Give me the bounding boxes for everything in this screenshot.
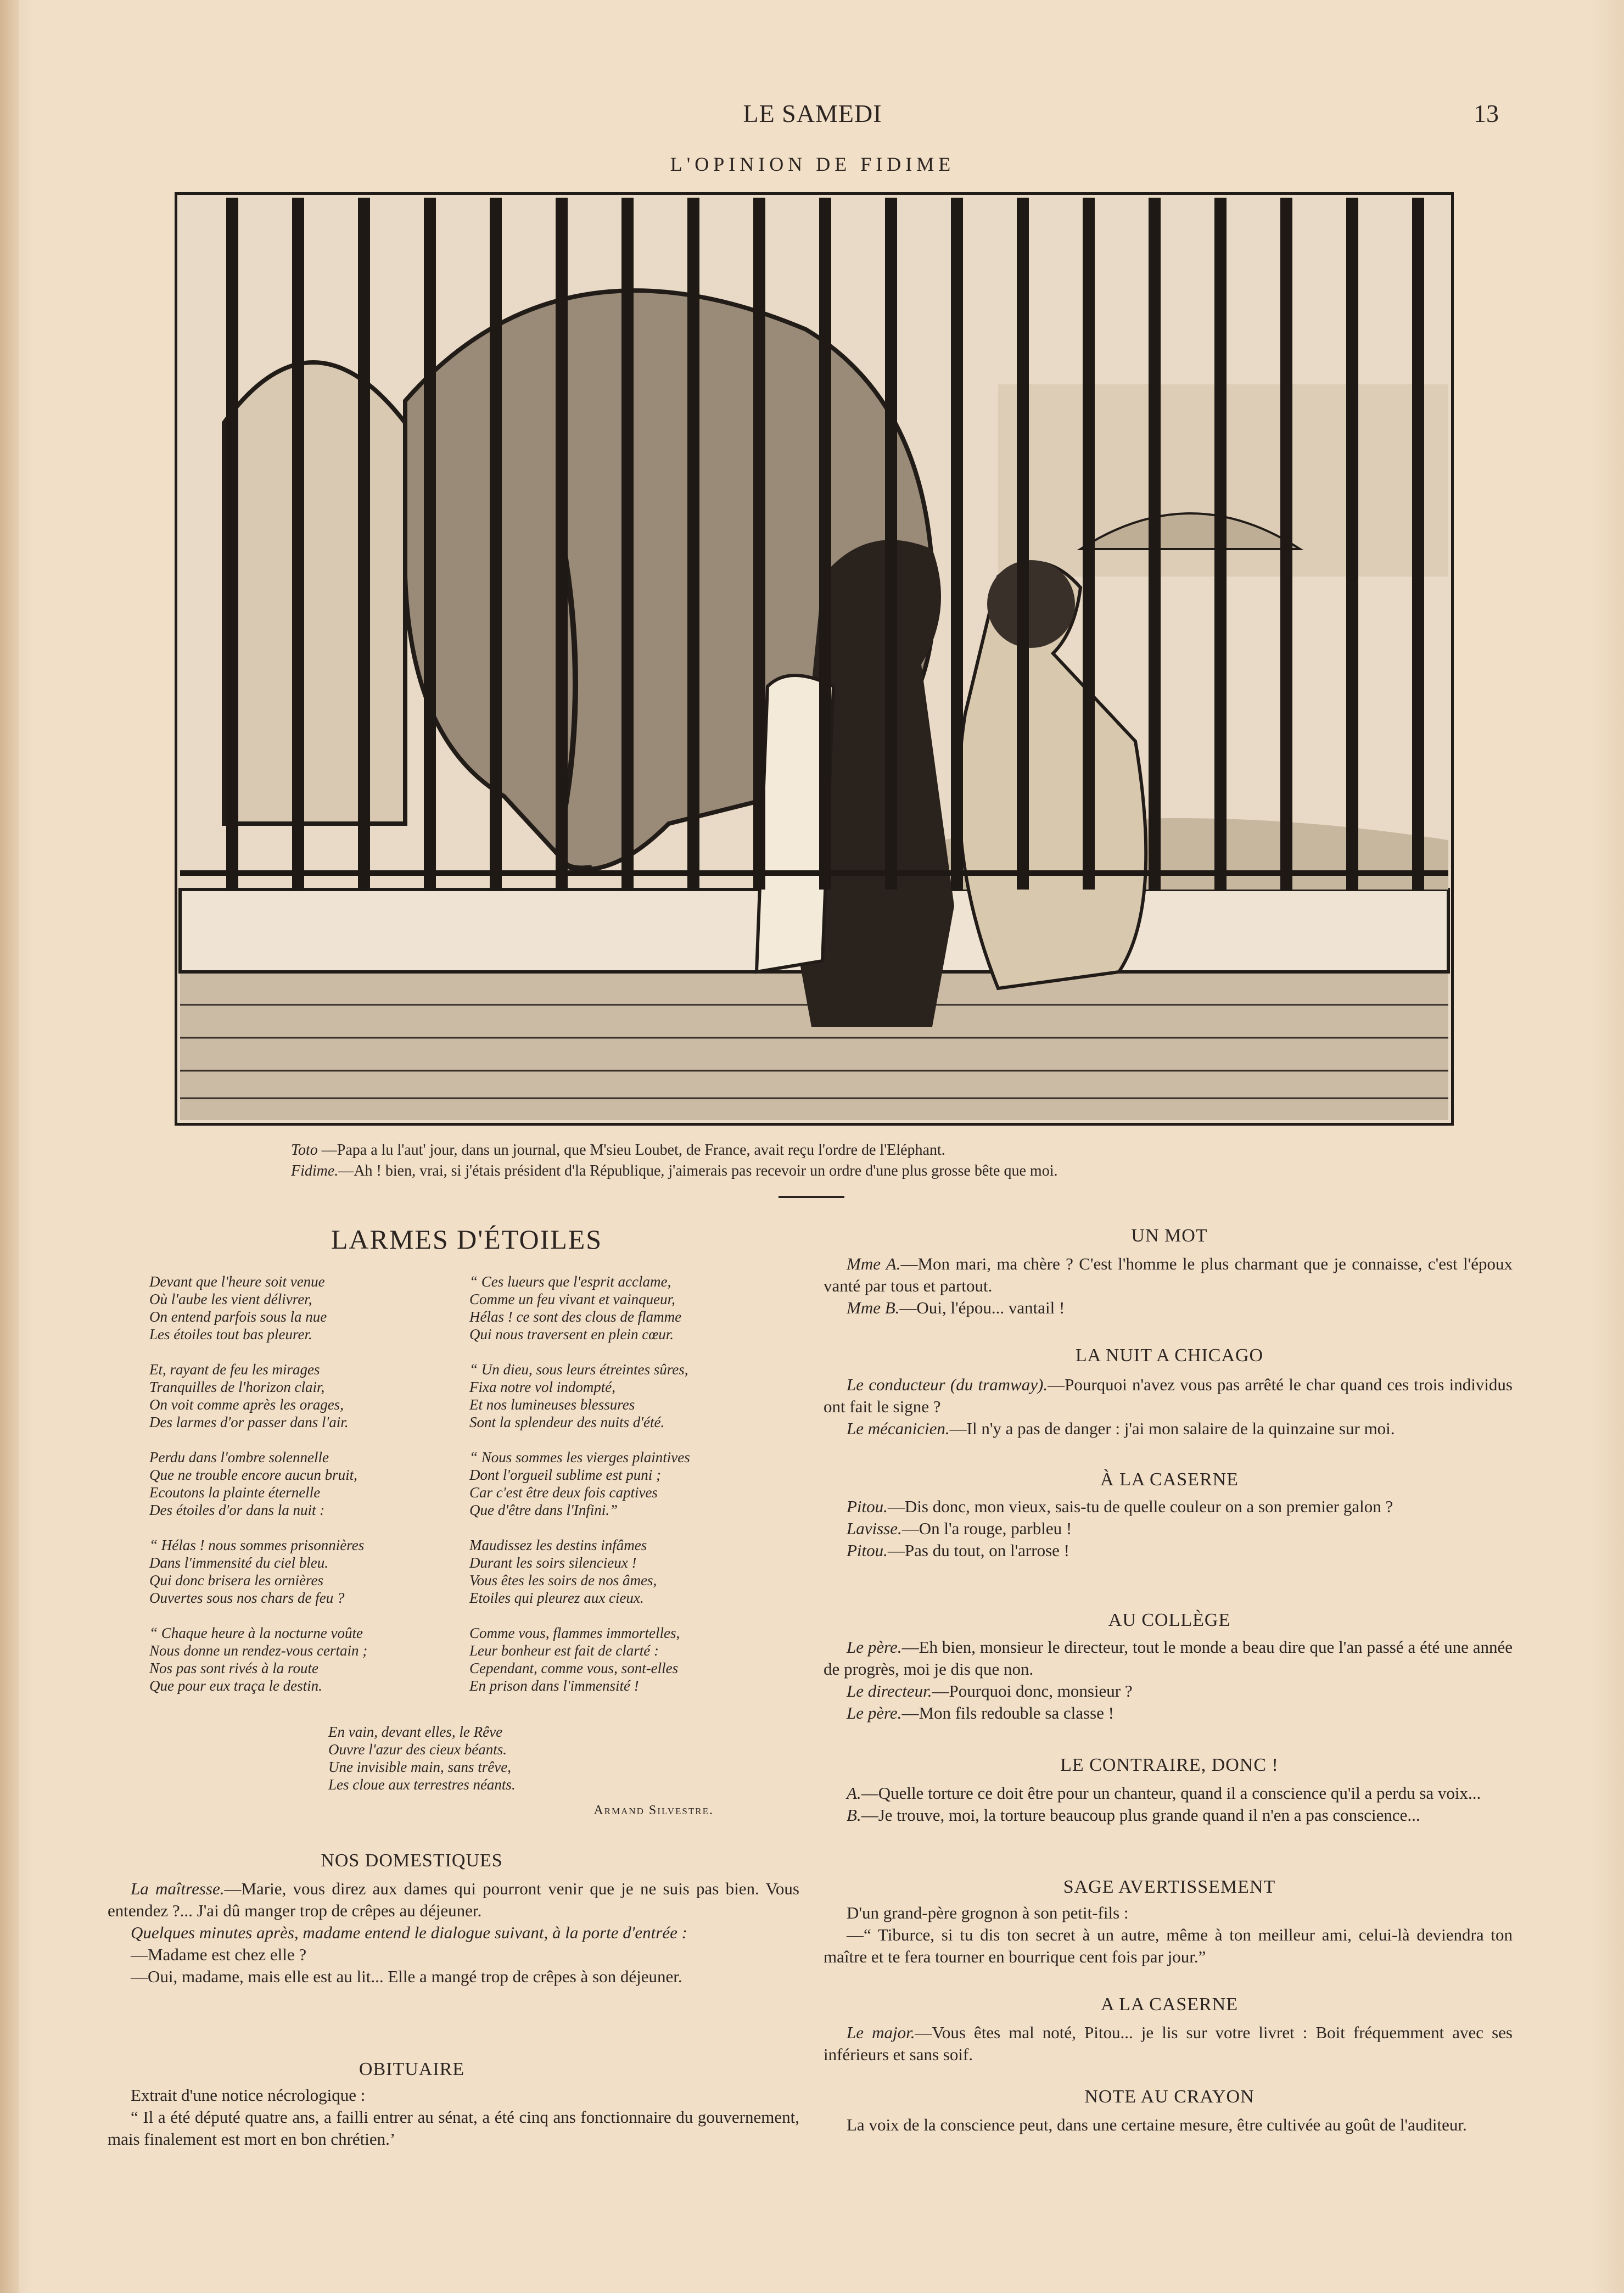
poem-line: “ Chaque heure à la nocturne voûte bbox=[149, 1625, 363, 1641]
caption-line-1 bbox=[291, 1140, 1411, 1161]
paragraph-text: —On l'a rouge, parbleu ! bbox=[901, 1519, 1072, 1538]
section-title-caserne-2: A LA CASERNE bbox=[1100, 1994, 1239, 2015]
section-crayon bbox=[824, 2114, 1513, 2136]
speaker-name: Le major. bbox=[847, 2023, 915, 2042]
poem-stanza bbox=[469, 1536, 777, 1607]
paragraph: —Oui, madame, mais elle est au lit... Elle a mangé trop de crêpes à son déjeuner. bbox=[131, 1967, 682, 1986]
poem-stanza bbox=[469, 1361, 777, 1431]
poem-line: Des étoiles d'or dans la nuit : bbox=[149, 1502, 325, 1518]
poem-line: En prison dans l'immensité ! bbox=[469, 1677, 639, 1694]
section-chicago bbox=[824, 1374, 1513, 1440]
section-title-chicago: LA NUIT A CHICAGO bbox=[1075, 1345, 1264, 1366]
section-title-mot: UN MOT bbox=[1131, 1226, 1208, 1246]
paragraph: —Madame est chez elle ? bbox=[131, 1945, 307, 1964]
paragraph bbox=[824, 1636, 1513, 1680]
section-contraire bbox=[824, 1782, 1513, 1826]
paragraph-text: —Pas du tout, on l'arrose ! bbox=[887, 1541, 1069, 1560]
poem-stanza bbox=[469, 1624, 777, 1694]
cartoon-illustration bbox=[175, 192, 1454, 1126]
poem-line: Sont la splendeur des nuits d'été. bbox=[469, 1414, 665, 1430]
poem-author: Armand Silvestre. bbox=[593, 1803, 714, 1817]
masthead: LE SAMEDI bbox=[743, 99, 882, 127]
poem-stanza bbox=[469, 1273, 777, 1343]
poem-line: Leur bonheur est fait de clarté : bbox=[469, 1642, 659, 1659]
poem-line: Ouvre l'azur des cieux béants. bbox=[328, 1741, 507, 1758]
paragraph bbox=[824, 1680, 1513, 1702]
paragraph bbox=[824, 1496, 1513, 1518]
poem-line: Durant les soirs silencieux ! bbox=[469, 1554, 637, 1571]
poem-line: Que d'être dans l'Infini.” bbox=[469, 1502, 618, 1518]
poem-line: Dont l'orgueil sublime est puni ; bbox=[469, 1467, 661, 1483]
poem-line: Nos pas sont rivés à la route bbox=[149, 1660, 319, 1676]
paragraph-text: —Quelle torture ce doit être pour un chanteur, quand il a conscience qu'il a perdu sa voix... bbox=[861, 1783, 1481, 1803]
poem-line: Tranquilles de l'horizon clair, bbox=[149, 1379, 325, 1395]
poem-line: Que ne trouble encore aucun bruit, bbox=[149, 1467, 357, 1483]
section-caserne-1 bbox=[824, 1496, 1513, 1562]
speaker-name: Lavisse. bbox=[847, 1519, 902, 1538]
poem-title: LARMES D'ÉTOILES bbox=[331, 1224, 603, 1255]
poem-line: Comme un feu vivant et vainqueur, bbox=[469, 1291, 675, 1307]
paragraph: Extrait d'une notice nécrologique : bbox=[131, 2085, 366, 2105]
poem-stanza bbox=[149, 1448, 457, 1519]
poem-line: Une invisible main, sans trêve, bbox=[328, 1759, 511, 1775]
poem-stanza bbox=[149, 1536, 457, 1607]
paragraph-text: —Je trouve, moi, la torture beaucoup plus grande quand il n'en a pas conscience... bbox=[861, 1805, 1420, 1825]
poem-line: On entend parfois sous la nue bbox=[149, 1308, 327, 1325]
poem-line: “ Ces lueurs que l'esprit acclame, bbox=[469, 1273, 671, 1290]
section-title-college: AU COLLÈGE bbox=[1108, 1610, 1231, 1630]
section-title-domestiques: NOS DOMESTIQUES bbox=[321, 1850, 503, 1871]
paragraph bbox=[824, 1518, 1513, 1540]
cartoon-title: L'OPINION DE FIDIME bbox=[670, 153, 955, 175]
poem-stanza bbox=[149, 1361, 457, 1431]
poem-line: “ Hélas ! nous sommes prisonnières bbox=[149, 1537, 365, 1553]
page-edge bbox=[0, 0, 19, 2293]
paragraph bbox=[108, 1878, 799, 1922]
paragraph: —“ Tiburce, si tu dis ton secret à un autre, même à ton meilleur ami, celui-là deviendra ton maître et te fera tourner en bourrique cent fois par jour.” bbox=[824, 1925, 1513, 1966]
poem-line: Dans l'immensité du ciel bleu. bbox=[149, 1554, 328, 1571]
paragraph-text: —Mon mari, ma chère ? C'est l'homme le plus charmant que je connaisse, c'est l'époux vanté par tous et partout. bbox=[824, 1254, 1513, 1295]
paragraph bbox=[824, 1297, 1513, 1319]
speaker-name: A. bbox=[847, 1783, 861, 1803]
speaker-name: Pitou. bbox=[847, 1497, 888, 1516]
section-title-contraire: LE CONTRAIRE, DONC ! bbox=[1060, 1755, 1279, 1775]
paragraph-text: —Eh bien, monsieur le directeur, tout le monde a beau dire que l'an passé a été une année de progrès, moi je dis que non. bbox=[824, 1637, 1513, 1679]
poem-column-1 bbox=[149, 1273, 457, 1712]
section-mot bbox=[824, 1253, 1513, 1319]
section-domestiques bbox=[108, 1878, 799, 1988]
poem-line: Où l'aube les vient délivrer, bbox=[149, 1291, 312, 1307]
speaker-name: Le directeur. bbox=[847, 1681, 932, 1701]
poem-stanza bbox=[149, 1273, 457, 1343]
poem-line: Car c'est être deux fois captives bbox=[469, 1484, 658, 1501]
poem-line: Comme vous, flammes immortelles, bbox=[469, 1625, 680, 1641]
poem-line: Hélas ! ce sont des clous de flamme bbox=[469, 1308, 682, 1325]
speaker-name: Mme B. bbox=[847, 1298, 900, 1317]
section-obituaire bbox=[108, 2084, 799, 2150]
poem-line: Cependant, comme vous, sont-elles bbox=[469, 1660, 679, 1676]
speaker-name: La maîtresse. bbox=[131, 1879, 225, 1898]
section-caserne-2 bbox=[824, 2022, 1513, 2066]
section-title-crayon: NOTE AU CRAYON bbox=[1084, 2087, 1255, 2107]
paragraph-text: —Marie, vous direz aux dames qui pourront venir que je ne suis pas bien. Vous entendez ?... J'ai dû manger trop de crêpes au déjeuner. bbox=[108, 1879, 799, 1920]
poem-stanza bbox=[149, 1624, 457, 1694]
paragraph bbox=[824, 1540, 1513, 1562]
paragraph bbox=[824, 1782, 1513, 1804]
speaker-name: Le conducteur (du tramway). bbox=[847, 1375, 1048, 1394]
poem-line: Des larmes d'or passer dans l'air. bbox=[149, 1414, 349, 1430]
paragraph bbox=[824, 1702, 1513, 1724]
poem-line: Vous êtes les soirs de nos âmes, bbox=[469, 1572, 657, 1589]
section-sage bbox=[824, 1902, 1513, 1968]
poem-line: Les étoiles tout bas pleurer. bbox=[149, 1326, 312, 1343]
paragraph: La voix de la conscience peut, dans une certaine mesure, être cultivée au goût de l'auditeur. bbox=[847, 2115, 1467, 2134]
section-title-obituaire: OBITUAIRE bbox=[359, 2059, 465, 2079]
poem-stanza bbox=[469, 1448, 777, 1519]
poem-line: Que pour eux traça le destin. bbox=[149, 1677, 322, 1694]
paragraph bbox=[824, 1804, 1513, 1826]
poem-column-2 bbox=[469, 1273, 777, 1712]
paragraph-text: —Vous êtes mal noté, Pitou... je lis sur votre livret : Boit fréquemment avec ses inférieurs et sans soif. bbox=[824, 2023, 1513, 2064]
paragraph: “ Il a été député quatre ans, a failli entrer au sénat, a été cinq ans fonctionnaire du gouvernement, mais finalement est mort en bon chrétien.’ bbox=[108, 2107, 799, 2149]
poem-line: Qui nous traversent en plein cœur. bbox=[469, 1326, 674, 1343]
speaker-name: Le mécanicien. bbox=[847, 1419, 950, 1438]
paragraph-text: —Il n'y a pas de danger : j'ai mon salaire de la quinzaine sur moi. bbox=[949, 1419, 1395, 1438]
speaker-name: Le père. bbox=[847, 1637, 902, 1657]
poem-line: Devant que l'heure soit venue bbox=[149, 1273, 325, 1290]
paragraph-text: —Pourquoi donc, monsieur ? bbox=[932, 1681, 1133, 1701]
paragraph-text: —Oui, l'épou... vantail ! bbox=[899, 1298, 1065, 1317]
section-title-caserne-1: À LA CASERNE bbox=[1100, 1469, 1239, 1490]
poem-line: On voit comme après les orages, bbox=[149, 1396, 344, 1413]
section-title-sage: SAGE AVERTISSEMENT bbox=[1063, 1877, 1276, 1897]
paragraph-text: —Dis donc, mon vieux, sais-tu de quelle couleur on a son premier galon ? bbox=[887, 1497, 1393, 1516]
poem-line: Fixa notre vol indompté, bbox=[469, 1379, 615, 1395]
poem-line: Et, rayant de feu les mirages bbox=[149, 1361, 320, 1378]
poem-line: Qui donc brisera les ornières bbox=[149, 1572, 323, 1589]
page-number: 13 bbox=[1474, 99, 1499, 127]
section-college bbox=[824, 1636, 1513, 1724]
caption-text: —Papa a lu l'aut' jour, dans un journal, que M'sieu Loubet, de France, avait reçu l'ordre de l'Eléphant. bbox=[317, 1142, 945, 1159]
poem-line: “ Un dieu, sous leurs étreintes sûres, bbox=[469, 1361, 688, 1378]
caption-speaker: Fidime. bbox=[291, 1162, 339, 1179]
paragraph: D'un grand-père grognon à son petit-fils : bbox=[847, 1903, 1129, 1922]
paragraph bbox=[824, 1253, 1513, 1297]
paragraph bbox=[824, 2022, 1513, 2066]
poem-line: “ Nous sommes les vierges plaintives bbox=[469, 1449, 690, 1466]
poem-line: Les cloue aux terrestres néants. bbox=[328, 1776, 516, 1793]
speaker-name: B. bbox=[847, 1805, 861, 1825]
speaker-name: Le père. bbox=[847, 1703, 902, 1722]
paragraph bbox=[824, 1374, 1513, 1418]
caption-text: —Ah ! bien, vrai, si j'étais président d'la République, j'aimerais pas recevoir un ordre d'une plus grosse bête que moi. bbox=[338, 1162, 1058, 1179]
caption-speaker: Toto bbox=[291, 1142, 318, 1159]
poem-final-stanza bbox=[328, 1723, 636, 1793]
speaker-name: Mme A. bbox=[847, 1254, 901, 1273]
paragraph-text: —Mon fils redouble sa classe ! bbox=[901, 1703, 1114, 1722]
poem-line: Nous donne un rendez-vous certain ; bbox=[149, 1642, 368, 1659]
paragraph-text: —Pourquoi n'avez vous pas arrêté le char quand ces trois individus ont fait le signe ? bbox=[824, 1375, 1513, 1416]
poem-line: Etoiles qui pleurez aux cieux. bbox=[469, 1590, 644, 1606]
poem-line: Et nos lumineuses blessures bbox=[469, 1396, 635, 1413]
cartoon-caption bbox=[291, 1140, 1411, 1182]
poem-line: En vain, devant elles, le Rêve bbox=[328, 1724, 503, 1740]
poem-line: Maudissez les destins infâmes bbox=[469, 1537, 647, 1553]
poem-line: Ecoutons la plainte éternelle bbox=[149, 1484, 321, 1501]
poem-line: Ouvertes sous nos chars de feu ? bbox=[149, 1590, 345, 1606]
caption-line-2 bbox=[291, 1161, 1411, 1182]
speaker-name: Pitou. bbox=[847, 1541, 888, 1560]
poem-line: Perdu dans l'ombre solennelle bbox=[149, 1449, 329, 1466]
paragraph: Quelques minutes après, madame entend le dialogue suivant, à la porte d'entrée : bbox=[131, 1923, 687, 1942]
separator-rule bbox=[779, 1196, 844, 1198]
paragraph bbox=[824, 1418, 1513, 1440]
